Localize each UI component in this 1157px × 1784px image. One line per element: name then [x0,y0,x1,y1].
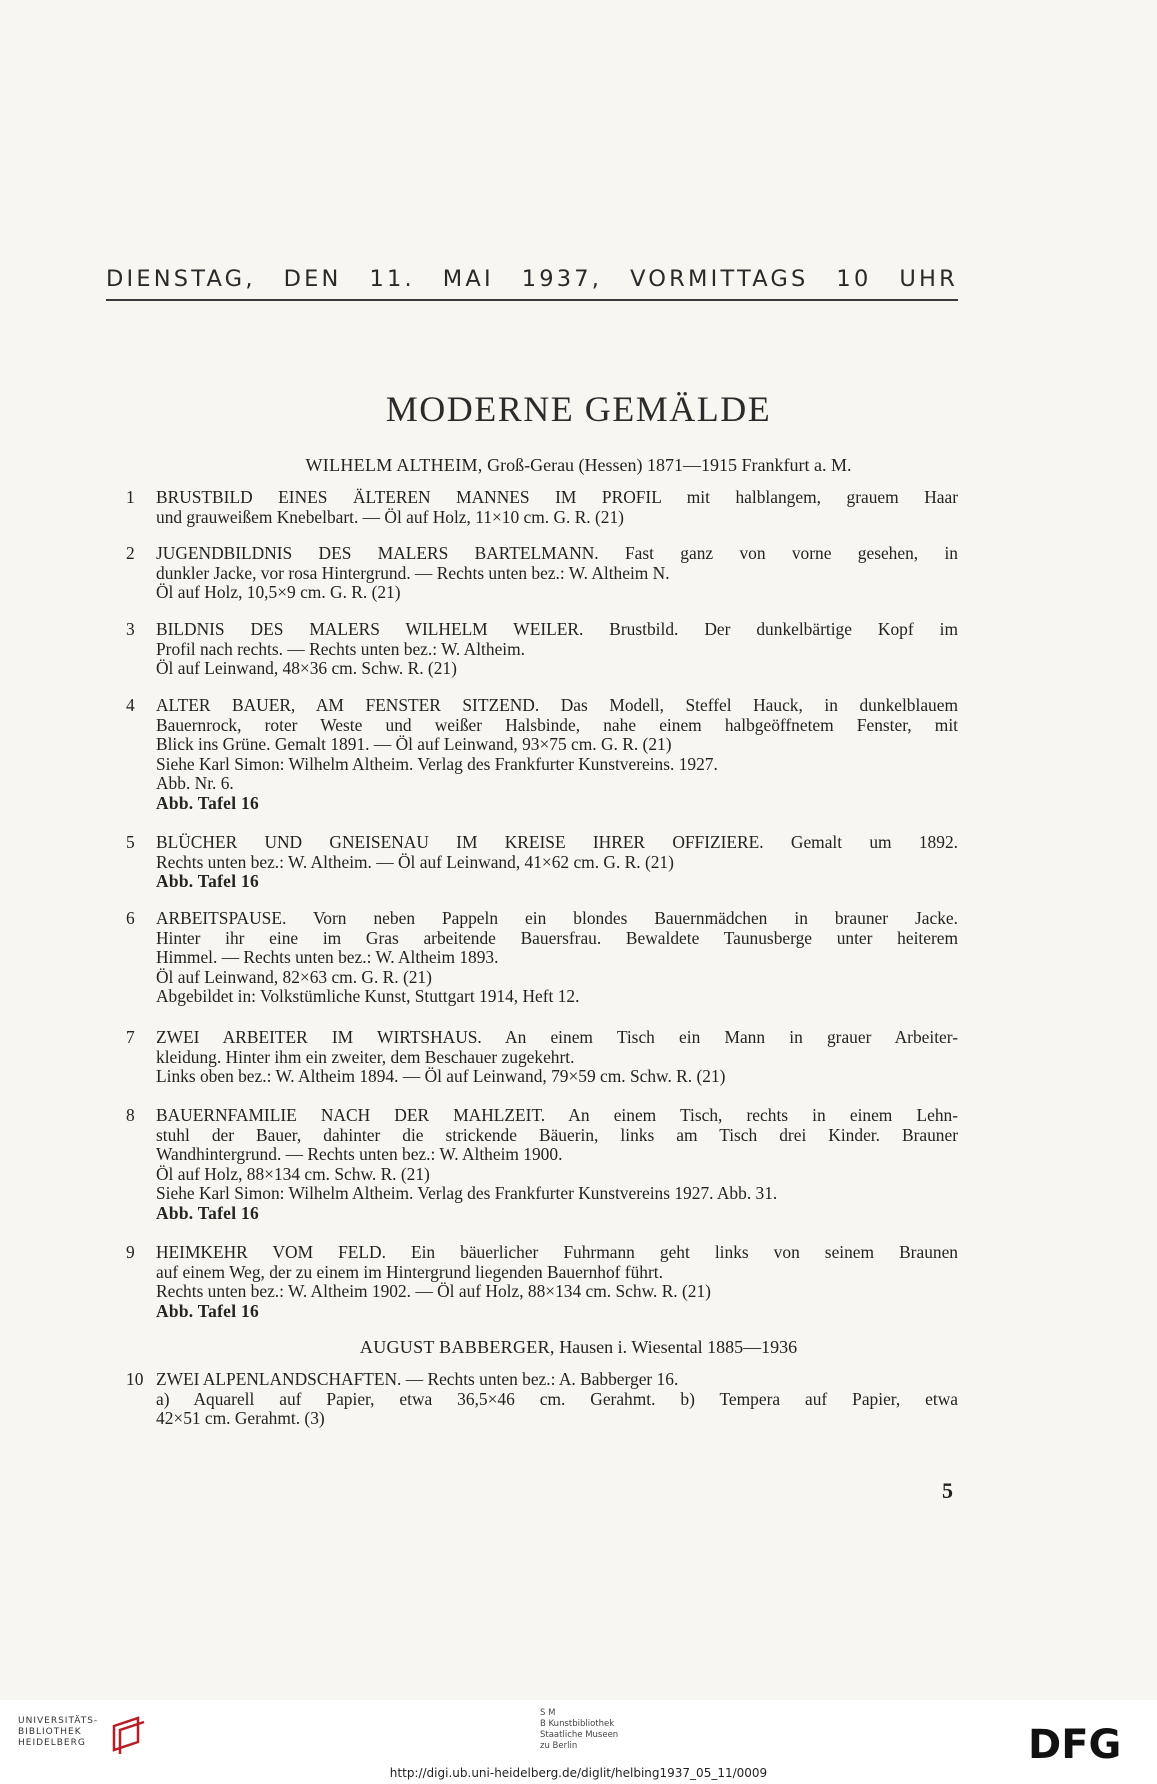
lot-line: BILDNIS DES MALERS WILHELM WEILER. Brustbild. Der dunkelbärtige Kopf im [156,619,958,639]
university-library-logo[interactable] [18,1716,153,1756]
section-title: MODERNE GEMÄLDE [385,389,772,429]
lot-line: Profil nach rechts. — Rechts unten bez.: W. Altheim. [156,638,525,659]
library-stamp [540,1708,660,1752]
artist-details: Hausen i. Wiesental 1885—1936 [554,1337,798,1357]
artist-details: Groß-Gerau (Hessen) 1871—1915 Frankfurt a. M. [482,455,852,475]
stamp-line: Staatliche Museen [540,1730,619,1740]
lot-line: ALTER BAUER, AM FENSTER SITZEND. Das Modell, Steffel Hauck, in dunkelblauem [156,695,958,715]
lot-line: Rechts unten bez.: W. Altheim. — Öl auf Leinwand, 41×62 cm. G. R. (21) [156,851,674,872]
dfg-logo-icon [1028,1724,1138,1764]
lot-entry [126,1370,958,1429]
lot-line: Rechts unten bez.: W. Altheim 1902. — Öl auf Holz, 88×134 cm. Schw. R. (21) [156,1281,711,1302]
lot-line: Himmel. — Rechts unten bez.: W. Altheim 1893. [156,947,499,968]
dfg-logo[interactable] [1028,1724,1138,1768]
lot-number: 9 [126,1242,135,1262]
lot-number: 2 [126,543,135,563]
header-rule [106,299,958,301]
lot-line: Siehe Karl Simon: Wilhelm Altheim. Verlag des Frankfurter Kunstvereins 1927. Abb. 31. [156,1183,778,1204]
lot-entry [126,488,958,527]
lot-line: BRUSTBILD EINES ÄLTEREN MANNES IM PROFIL mit halblangem, grauem Haar [156,487,958,507]
lot-line: JUGENDBILDNIS DES MALERS BARTELMANN. Fast ganz von vorne gesehen, in [156,543,958,563]
lot-line: Bauernrock, roter Weste und weißer Halsbinde, nahe einem halbgeöffnetem Fenster, mit [156,714,958,735]
lot-line: dunkler Jacke, vor rosa Hintergrund. — Rechts unten bez.: W. Altheim N. [156,562,670,583]
lot-entry [126,909,958,1007]
lot-entry [126,544,958,603]
lot-line: ARBEITSPAUSE. Vorn neben Pappeln ein blondes Bauernmädchen in brauner Jacke. [156,908,958,928]
lot-line: kleidung. Hinter ihm ein zweiter, dem Beschauer zugekehrt. [156,1046,575,1067]
lot-line: und grauweißem Knebelbart. — Öl auf Holz, 11×10 cm. G. R. (21) [156,506,624,527]
permalink-url[interactable]: http://digi.ub.uni-heidelberg.de/diglit/helbing1937_05_11/0009 [389,1766,768,1780]
book-logo-icon [108,1716,152,1756]
lot-entry [126,1106,958,1224]
lot-line: Blick ins Grüne. Gemalt 1891. — Öl auf Leinwand, 93×75 cm. G. R. (21) [156,734,672,755]
lot-line: BLÜCHER UND GNEISENAU IM KREISE IHRER OFFIZIERE. Gemalt um 1892. [156,832,958,852]
artist-name: AUGUST BABBERGER, [359,1337,555,1357]
lot-entry [126,1028,958,1087]
lot-line: Hinter ihr eine im Gras arbeitende Bauersfrau. Bewaldete Taunusberge unter heiterem [156,927,958,948]
lot-number: 1 [126,487,135,507]
auction-date-header: DIENSTAG, DEN 11. MAI 1937, VORMITTAGS 10 UHR [106,266,958,292]
lot-entry [126,1243,958,1321]
lot-number: 4 [126,695,135,715]
dfg-logo-text: DFG [1028,1724,1122,1764]
lot-line: Siehe Karl Simon: Wilhelm Altheim. Verlag des Frankfurter Kunstvereins. 1927. [156,753,718,774]
logo-text-line: BIBLIOTHEK [18,1727,82,1737]
lot-number: 8 [126,1105,135,1125]
lot-line: Abgebildet in: Volkstümliche Kunst, Stuttgart 1914, Heft 12. [156,986,580,1007]
lot-line: Öl auf Leinwand, 48×36 cm. Schw. R. (21) [156,658,457,679]
lot-plate-ref: Abb. Tafel 16 [156,1300,259,1321]
lot-line: BAUERNFAMILIE NACH DER MAHLZEIT. An einem Tisch, rechts in einem Lehn- [156,1105,958,1125]
lot-line: ZWEI ALPENLANDSCHAFTEN. — Rechts unten bez.: A. Babberger 16. [156,1369,679,1389]
lot-line: Öl auf Holz, 88×134 cm. Schw. R. (21) [156,1163,430,1184]
lot-number: 3 [126,619,135,639]
logo-text-line: UNIVERSITÄTS- [18,1716,99,1726]
logo-text-line: HEIDELBERG [18,1738,86,1748]
lot-line: 42×51 cm. Gerahmt. (3) [156,1408,325,1429]
artist-name: WILHELM ALTHEIM, [305,455,483,475]
lot-number: 6 [126,908,135,928]
lot-entry [126,833,958,892]
page-number: 5 [942,1478,953,1503]
stamp-line: zu Berlin [540,1741,578,1751]
lot-plate-ref: Abb. Tafel 16 [156,871,259,892]
lot-number: 10 [126,1369,144,1389]
lot-entry [126,620,958,679]
lot-line: Öl auf Leinwand, 82×63 cm. G. R. (21) [156,966,432,987]
lot-line: Öl auf Holz, 10,5×9 cm. G. R. (21) [156,582,401,603]
lot-line: Links oben bez.: W. Altheim 1894. — Öl auf Leinwand, 79×59 cm. Schw. R. (21) [156,1066,726,1087]
lot-entry [126,696,958,814]
lot-line: auf einem Weg, der zu einem im Hintergrund liegenden Bauernhof führt. [156,1261,663,1282]
lot-number: 5 [126,832,135,852]
lot-plate-ref: Abb. Tafel 16 [156,792,259,813]
lot-line: Abb. Nr. 6. [156,773,234,794]
lot-line: HEIMKEHR VOM FELD. Ein bäuerlicher Fuhrmann geht links von seinem Braunen [156,1242,958,1262]
lot-line: a) Aquarell auf Papier, etwa 36,5×46 cm. Gerahmt. b) Tempera auf Papier, etwa [156,1388,958,1409]
lot-number: 7 [126,1027,135,1047]
artist-heading [0,1337,1157,1358]
lot-plate-ref: Abb. Tafel 16 [156,1202,259,1223]
stamp-line: S M [540,1708,556,1718]
lot-line: ZWEI ARBEITER IM WIRTSHAUS. An einem Tisch ein Mann in grauer Arbeiter- [156,1027,958,1047]
lot-line: stuhl der Bauer, dahinter die strickende Bäuerin, links am Tisch drei Kinder. Brauner [156,1124,958,1145]
artist-heading [0,455,1157,476]
stamp-line: B Kunstbibliothek [540,1719,615,1729]
lot-line: Wandhintergrund. — Rechts unten bez.: W. Altheim 1900. [156,1144,563,1165]
